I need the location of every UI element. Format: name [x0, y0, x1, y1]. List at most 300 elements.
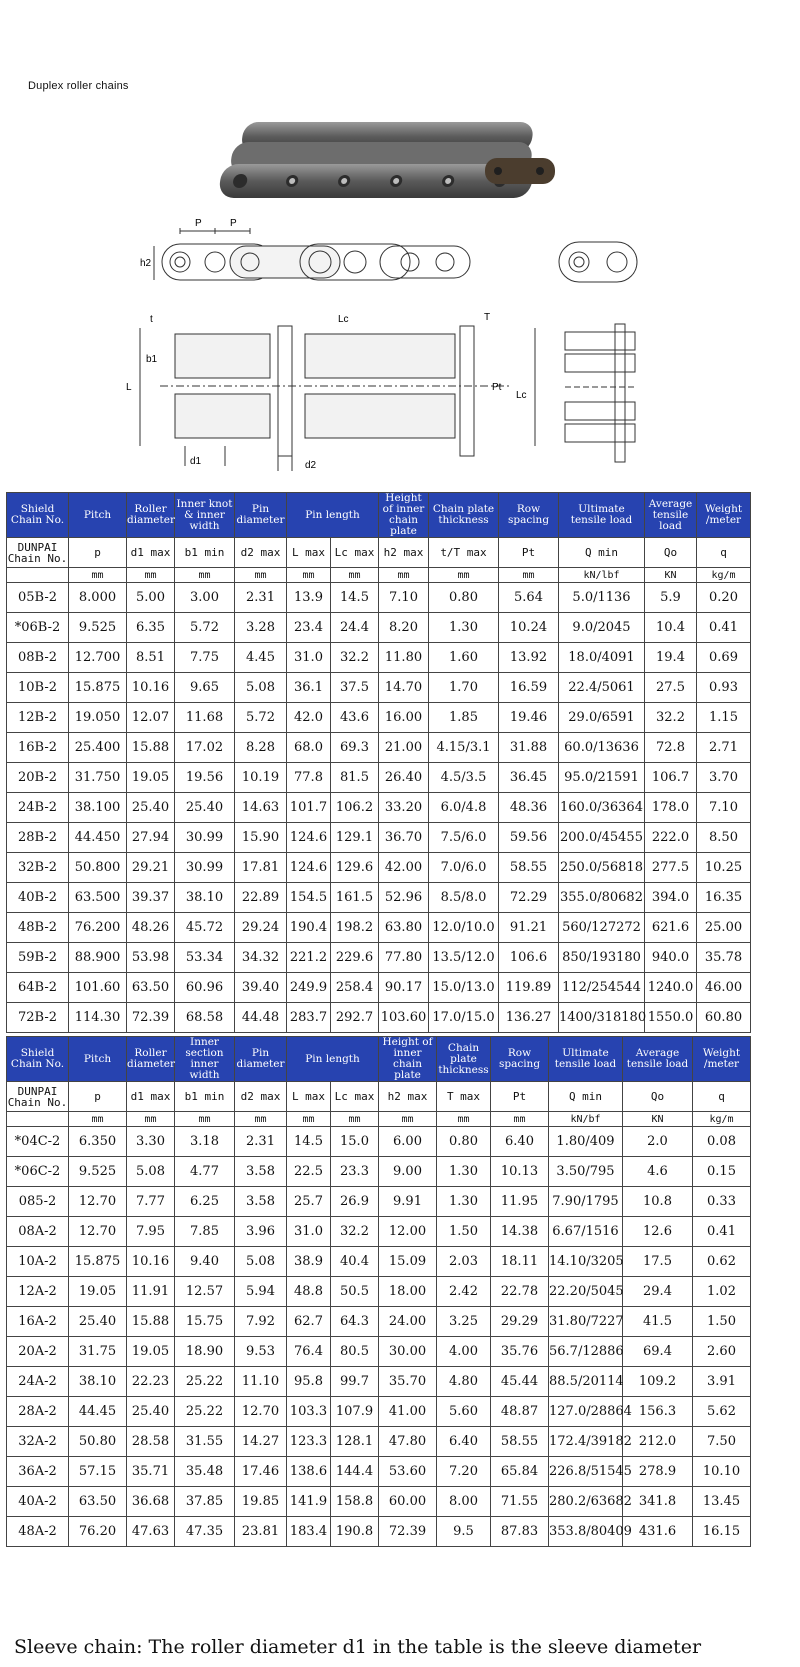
- column-unit: mm: [69, 568, 127, 583]
- value-cell: 15.0/13.0: [429, 973, 499, 1003]
- value-cell: 394.0: [645, 883, 697, 913]
- column-symbol: b1 min: [175, 1082, 235, 1112]
- value-cell: 48.26: [127, 913, 175, 943]
- value-cell: 29.24: [235, 913, 287, 943]
- diagram-label-b1: b1: [146, 354, 158, 365]
- value-cell: 2.0: [623, 1127, 693, 1157]
- value-cell: 44.450: [69, 823, 127, 853]
- value-cell: 36.45: [499, 763, 559, 793]
- value-cell: 38.10: [175, 883, 235, 913]
- value-cell: 1.30: [429, 613, 499, 643]
- value-cell: 19.46: [499, 703, 559, 733]
- value-cell: 60.96: [175, 973, 235, 1003]
- value-cell: 7.95: [127, 1217, 175, 1247]
- column-header: Roller diameter: [127, 493, 175, 538]
- value-cell: 25.40: [175, 793, 235, 823]
- table-row: [7, 943, 751, 973]
- value-cell: 16.35: [697, 883, 751, 913]
- value-cell: 38.10: [69, 1367, 127, 1397]
- value-cell: 6.00: [379, 1127, 437, 1157]
- chain-number-cell: 64B-2: [7, 973, 69, 1003]
- value-cell: 3.18: [175, 1127, 235, 1157]
- column-header: Roller diameter: [127, 1037, 175, 1082]
- value-cell: 53.60: [379, 1457, 437, 1487]
- chain-number-cell: 16B-2: [7, 733, 69, 763]
- value-cell: 88.900: [69, 943, 127, 973]
- diagram-label-d1: d1: [190, 456, 202, 467]
- value-cell: 7.77: [127, 1187, 175, 1217]
- footer-note: Sleeve chain: The roller diameter d1 in the table is the sleeve diameter: [14, 1636, 702, 1658]
- column-symbol: q: [697, 538, 751, 568]
- value-cell: 103.60: [379, 1003, 429, 1033]
- value-cell: 161.5: [331, 883, 379, 913]
- page-title: Duplex roller chains: [28, 80, 129, 92]
- value-cell: 13.45: [693, 1487, 751, 1517]
- column-unit: mm: [379, 1112, 437, 1127]
- spec-table-a-series: [6, 1036, 751, 1547]
- table-row: [7, 1277, 751, 1307]
- chain-number-cell: 72B-2: [7, 1003, 69, 1033]
- chain-number-cell: 32A-2: [7, 1427, 69, 1457]
- column-symbol: L max: [287, 1082, 331, 1112]
- value-cell: 14.63: [235, 793, 287, 823]
- chain-number-cell: 28A-2: [7, 1397, 69, 1427]
- value-cell: 5.62: [693, 1397, 751, 1427]
- value-cell: 1.50: [693, 1307, 751, 1337]
- column-header: Weight /meter: [693, 1037, 751, 1082]
- value-cell: 72.8: [645, 733, 697, 763]
- spec-table-b-series: [6, 492, 751, 1033]
- chain-number-cell: 12B-2: [7, 703, 69, 733]
- side-view-diagram: [140, 214, 495, 294]
- value-cell: 6.25: [175, 1187, 235, 1217]
- value-cell: 15.75: [175, 1307, 235, 1337]
- chain-number-cell: 085-2: [7, 1187, 69, 1217]
- table-row: [7, 1457, 751, 1487]
- value-cell: 47.63: [127, 1517, 175, 1547]
- value-cell: 5.64: [499, 583, 559, 613]
- value-cell: 63.50: [69, 1487, 127, 1517]
- value-cell: 221.2: [287, 943, 331, 973]
- column-symbol: q: [693, 1082, 751, 1112]
- chain-number-cell: *06B-2: [7, 613, 69, 643]
- value-cell: 72.39: [379, 1517, 437, 1547]
- value-cell: 13.9: [287, 583, 331, 613]
- value-cell: 60.80: [697, 1003, 751, 1033]
- value-cell: 258.4: [331, 973, 379, 1003]
- value-cell: 59.56: [499, 823, 559, 853]
- value-cell: 14.5: [287, 1127, 331, 1157]
- column-header: Ultimate tensile load: [559, 493, 645, 538]
- value-cell: 0.15: [693, 1157, 751, 1187]
- value-cell: 7.10: [697, 793, 751, 823]
- value-cell: 1.02: [693, 1277, 751, 1307]
- value-cell: 8.00: [437, 1487, 491, 1517]
- value-cell: 47.35: [175, 1517, 235, 1547]
- value-cell: 29.29: [491, 1307, 549, 1337]
- value-cell: 9.91: [379, 1187, 437, 1217]
- value-cell: 7.10: [379, 583, 429, 613]
- value-cell: 5.08: [235, 673, 287, 703]
- value-cell: 183.4: [287, 1517, 331, 1547]
- value-cell: 19.56: [175, 763, 235, 793]
- value-cell: 31.750: [69, 763, 127, 793]
- value-cell: 16.15: [693, 1517, 751, 1547]
- value-cell: 21.00: [379, 733, 429, 763]
- value-cell: 32.2: [331, 1217, 379, 1247]
- value-cell: 22.23: [127, 1367, 175, 1397]
- value-cell: 25.40: [127, 793, 175, 823]
- value-cell: 0.69: [697, 643, 751, 673]
- value-cell: 72.29: [499, 883, 559, 913]
- value-cell: 33.20: [379, 793, 429, 823]
- value-cell: 10.25: [697, 853, 751, 883]
- column-header: Row spacing: [491, 1037, 549, 1082]
- column-header: Pin length: [287, 493, 379, 538]
- chain-number-cell: 05B-2: [7, 583, 69, 613]
- value-cell: 8.20: [379, 613, 429, 643]
- value-cell: 45.44: [491, 1367, 549, 1397]
- chain-number-cell: 08B-2: [7, 643, 69, 673]
- table-row: [7, 1427, 751, 1457]
- value-cell: 69.4: [623, 1337, 693, 1367]
- value-cell: 229.6: [331, 943, 379, 973]
- column-header: Pitch: [69, 1037, 127, 1082]
- column-unit: mm: [331, 1112, 379, 1127]
- column-header: Height of inner chain plate: [379, 493, 429, 538]
- column-unit: mm: [235, 568, 287, 583]
- value-cell: 5.72: [175, 613, 235, 643]
- value-cell: 41.5: [623, 1307, 693, 1337]
- table-row: [7, 1307, 751, 1337]
- column-unit: mm: [175, 1112, 235, 1127]
- value-cell: 36.1: [287, 673, 331, 703]
- value-cell: 4.80: [437, 1367, 491, 1397]
- value-cell: 31.0: [287, 643, 331, 673]
- diagram-label-lc-top: Lc: [338, 314, 349, 325]
- value-cell: 8.000: [69, 583, 127, 613]
- table-row: [7, 1217, 751, 1247]
- value-cell: 222.0: [645, 823, 697, 853]
- value-cell: 9.525: [69, 1157, 127, 1187]
- value-cell: 31.55: [175, 1427, 235, 1457]
- table-row: [7, 1337, 751, 1367]
- value-cell: 11.10: [235, 1367, 287, 1397]
- value-cell: 1.15: [697, 703, 751, 733]
- value-cell: 18.0/4091: [559, 643, 645, 673]
- column-symbol: DUNPAI Chain No.: [7, 1082, 69, 1112]
- value-cell: 9.53: [235, 1337, 287, 1367]
- value-cell: 35.76: [491, 1337, 549, 1367]
- value-cell: 4.6: [623, 1157, 693, 1187]
- value-cell: 41.00: [379, 1397, 437, 1427]
- value-cell: 198.2: [331, 913, 379, 943]
- value-cell: 25.40: [69, 1307, 127, 1337]
- column-unit: KN: [623, 1112, 693, 1127]
- column-header: Ultimate tensile load: [549, 1037, 623, 1082]
- value-cell: 3.25: [437, 1307, 491, 1337]
- value-cell: 40.4: [331, 1247, 379, 1277]
- value-cell: 103.3: [287, 1397, 331, 1427]
- value-cell: 12.57: [175, 1277, 235, 1307]
- column-symbol: Pt: [499, 538, 559, 568]
- value-cell: 6.350: [69, 1127, 127, 1157]
- value-cell: 13.92: [499, 643, 559, 673]
- chain-number-cell: 10A-2: [7, 1247, 69, 1277]
- value-cell: 26.40: [379, 763, 429, 793]
- value-cell: 7.5/6.0: [429, 823, 499, 853]
- value-cell: 12.00: [379, 1217, 437, 1247]
- column-symbol: d2 max: [235, 538, 287, 568]
- table-row: [7, 1157, 751, 1187]
- value-cell: 127.0/28864: [549, 1397, 623, 1427]
- table-row: [7, 883, 751, 913]
- table-row: [7, 1397, 751, 1427]
- column-unit: mm: [127, 1112, 175, 1127]
- value-cell: 136.27: [499, 1003, 559, 1033]
- table-row: [7, 703, 751, 733]
- column-symbol: L max: [287, 538, 331, 568]
- table-row: [7, 733, 751, 763]
- value-cell: 6.40: [437, 1427, 491, 1457]
- value-cell: 10.13: [491, 1157, 549, 1187]
- value-cell: 17.46: [235, 1457, 287, 1487]
- value-cell: 15.0: [331, 1127, 379, 1157]
- value-cell: 17.81: [235, 853, 287, 883]
- value-cell: 8.51: [127, 643, 175, 673]
- end-view-diagram: [555, 238, 645, 288]
- column-unit: kg/m: [693, 1112, 751, 1127]
- value-cell: 109.2: [623, 1367, 693, 1397]
- column-header: Chain plate thickness: [437, 1037, 491, 1082]
- value-cell: 63.80: [379, 913, 429, 943]
- value-cell: 5.08: [127, 1157, 175, 1187]
- column-symbol: Lc max: [331, 538, 379, 568]
- value-cell: 12.700: [69, 643, 127, 673]
- value-cell: 30.99: [175, 823, 235, 853]
- value-cell: 9.40: [175, 1247, 235, 1277]
- value-cell: 50.800: [69, 853, 127, 883]
- column-header: Average tensile load: [623, 1037, 693, 1082]
- value-cell: 0.08: [693, 1127, 751, 1157]
- column-symbol: Pt: [491, 1082, 549, 1112]
- column-symbol: Q min: [559, 538, 645, 568]
- value-cell: 10.24: [499, 613, 559, 643]
- table-row: [7, 763, 751, 793]
- value-cell: 158.8: [331, 1487, 379, 1517]
- value-cell: 9.525: [69, 613, 127, 643]
- value-cell: 11.68: [175, 703, 235, 733]
- value-cell: 18.90: [175, 1337, 235, 1367]
- value-cell: 17.0/15.0: [429, 1003, 499, 1033]
- value-cell: 10.10: [693, 1457, 751, 1487]
- table-row: [7, 1517, 751, 1547]
- column-unit: mm: [69, 1112, 127, 1127]
- value-cell: 88.5/20114: [549, 1367, 623, 1397]
- value-cell: 9.65: [175, 673, 235, 703]
- value-cell: 32.2: [645, 703, 697, 733]
- value-cell: 190.4: [287, 913, 331, 943]
- value-cell: 2.42: [437, 1277, 491, 1307]
- value-cell: 3.30: [127, 1127, 175, 1157]
- chain-number-cell: 10B-2: [7, 673, 69, 703]
- table-row: [7, 823, 751, 853]
- value-cell: 38.100: [69, 793, 127, 823]
- diagram-label-d2: d2: [305, 460, 317, 471]
- value-cell: 22.5: [287, 1157, 331, 1187]
- value-cell: 25.00: [697, 913, 751, 943]
- value-cell: 24.00: [379, 1307, 437, 1337]
- value-cell: 7.85: [175, 1217, 235, 1247]
- column-header: Height of inner chain plate: [379, 1037, 437, 1082]
- value-cell: 29.21: [127, 853, 175, 883]
- chain-number-cell: *04C-2: [7, 1127, 69, 1157]
- value-cell: 77.8: [287, 763, 331, 793]
- column-header: Shield Chain No.: [7, 493, 69, 538]
- value-cell: 10.16: [127, 673, 175, 703]
- value-cell: 1.30: [437, 1187, 491, 1217]
- value-cell: 35.48: [175, 1457, 235, 1487]
- value-cell: 68.58: [175, 1003, 235, 1033]
- value-cell: 112/254544: [559, 973, 645, 1003]
- column-symbol: d2 max: [235, 1082, 287, 1112]
- value-cell: 4.5/3.5: [429, 763, 499, 793]
- value-cell: 114.30: [69, 1003, 127, 1033]
- column-header: Pin length: [287, 1037, 379, 1082]
- value-cell: 12.70: [69, 1217, 127, 1247]
- diagram-label-p1: P: [195, 218, 202, 229]
- value-cell: 31.80/7227: [549, 1307, 623, 1337]
- value-cell: 18.11: [491, 1247, 549, 1277]
- table-row: [7, 973, 751, 1003]
- chain-number-cell: 12A-2: [7, 1277, 69, 1307]
- diagram-label-T: T: [484, 312, 491, 323]
- value-cell: 341.8: [623, 1487, 693, 1517]
- value-cell: 4.45: [235, 643, 287, 673]
- value-cell: 11.95: [491, 1187, 549, 1217]
- chain-number-cell: 32B-2: [7, 853, 69, 883]
- value-cell: 14.27: [235, 1427, 287, 1457]
- value-cell: 12.70: [69, 1187, 127, 1217]
- value-cell: 16.00: [379, 703, 429, 733]
- value-cell: 47.80: [379, 1427, 437, 1457]
- value-cell: 25.40: [127, 1397, 175, 1427]
- value-cell: 36.70: [379, 823, 429, 853]
- value-cell: 22.20/5045: [549, 1277, 623, 1307]
- value-cell: 25.7: [287, 1187, 331, 1217]
- value-cell: 5.9: [645, 583, 697, 613]
- value-cell: 60.00: [379, 1487, 437, 1517]
- value-cell: 292.7: [331, 1003, 379, 1033]
- value-cell: 23.3: [331, 1157, 379, 1187]
- chain-number-cell: 59B-2: [7, 943, 69, 973]
- diagram-label-L: L: [126, 382, 132, 393]
- value-cell: 11.91: [127, 1277, 175, 1307]
- value-cell: 9.00: [379, 1157, 437, 1187]
- value-cell: 48.87: [491, 1397, 549, 1427]
- value-cell: 58.55: [491, 1427, 549, 1457]
- value-cell: 3.58: [235, 1187, 287, 1217]
- chain-number-cell: 24B-2: [7, 793, 69, 823]
- diagram-label-h2: h2: [140, 258, 152, 269]
- value-cell: 8.28: [235, 733, 287, 763]
- diagram-label-pt: Pt: [492, 382, 502, 393]
- value-cell: 1.80/409: [549, 1127, 623, 1157]
- column-header: Pitch: [69, 493, 127, 538]
- value-cell: 32.2: [331, 643, 379, 673]
- value-cell: 123.3: [287, 1427, 331, 1457]
- value-cell: 7.20: [437, 1457, 491, 1487]
- column-unit: mm: [287, 568, 331, 583]
- column-unit: kN/bf: [549, 1112, 623, 1127]
- value-cell: 154.5: [287, 883, 331, 913]
- column-unit-blank: [7, 568, 69, 583]
- value-cell: 43.6: [331, 703, 379, 733]
- column-symbol: DUNPAI Chain No.: [7, 538, 69, 568]
- value-cell: 35.71: [127, 1457, 175, 1487]
- value-cell: 25.22: [175, 1397, 235, 1427]
- value-cell: 50.80: [69, 1427, 127, 1457]
- value-cell: 35.70: [379, 1367, 437, 1397]
- column-unit-blank: [7, 1112, 69, 1127]
- value-cell: 17.5: [623, 1247, 693, 1277]
- chain-number-cell: 20B-2: [7, 763, 69, 793]
- column-header: Chain plate thickness: [429, 493, 499, 538]
- value-cell: 37.85: [175, 1487, 235, 1517]
- value-cell: 19.4: [645, 643, 697, 673]
- value-cell: 4.15/3.1: [429, 733, 499, 763]
- value-cell: 58.55: [499, 853, 559, 883]
- value-cell: 29.0/6591: [559, 703, 645, 733]
- value-cell: 129.1: [331, 823, 379, 853]
- value-cell: 46.00: [697, 973, 751, 1003]
- column-header: Shield Chain No.: [7, 1037, 69, 1082]
- value-cell: 69.3: [331, 733, 379, 763]
- value-cell: 99.7: [331, 1367, 379, 1397]
- value-cell: 62.7: [287, 1307, 331, 1337]
- value-cell: 2.31: [235, 583, 287, 613]
- value-cell: 212.0: [623, 1427, 693, 1457]
- top-view-diagram: [120, 306, 540, 478]
- value-cell: 9.5: [437, 1517, 491, 1547]
- column-symbol: h2 max: [379, 1082, 437, 1112]
- column-unit: mm: [287, 1112, 331, 1127]
- value-cell: 95.8: [287, 1367, 331, 1397]
- value-cell: 27.5: [645, 673, 697, 703]
- value-cell: 14.38: [491, 1217, 549, 1247]
- value-cell: 65.84: [491, 1457, 549, 1487]
- value-cell: 106.2: [331, 793, 379, 823]
- value-cell: 76.4: [287, 1337, 331, 1367]
- value-cell: 14.5: [331, 583, 379, 613]
- value-cell: 5.72: [235, 703, 287, 733]
- value-cell: 5.94: [235, 1277, 287, 1307]
- value-cell: 53.98: [127, 943, 175, 973]
- value-cell: 30.00: [379, 1337, 437, 1367]
- value-cell: 124.6: [287, 823, 331, 853]
- value-cell: 560/127272: [559, 913, 645, 943]
- column-header: Pin diameter: [235, 1037, 287, 1082]
- column-header: Pin diameter: [235, 493, 287, 538]
- value-cell: 23.81: [235, 1517, 287, 1547]
- column-symbol: Qo: [645, 538, 697, 568]
- value-cell: 1.30: [437, 1157, 491, 1187]
- table-row: [7, 1187, 751, 1217]
- value-cell: 45.72: [175, 913, 235, 943]
- value-cell: 0.93: [697, 673, 751, 703]
- value-cell: 90.17: [379, 973, 429, 1003]
- value-cell: 44.45: [69, 1397, 127, 1427]
